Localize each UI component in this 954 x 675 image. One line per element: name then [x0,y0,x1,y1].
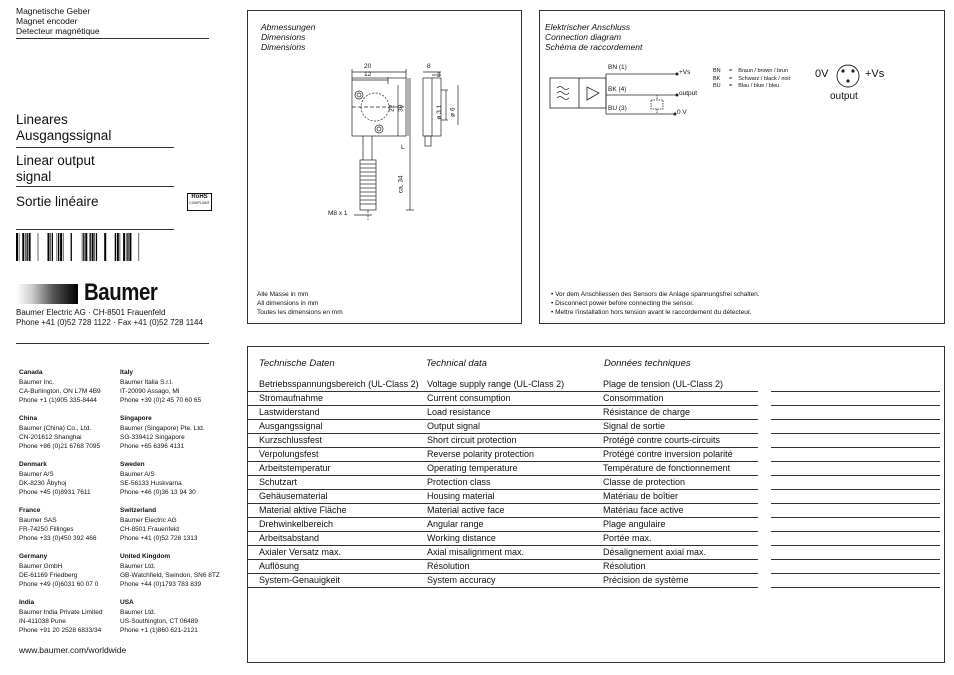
wire-output-label: output [679,90,698,97]
brand-address: Baumer Electric AG · CH-8501 Frauenfeld [16,308,166,317]
contact-line: Baumer A/S [120,470,155,478]
contact-line: Baumer SAS [19,516,57,524]
connection-panel [539,10,945,324]
contact-country: Sweden [120,461,145,468]
contact-singapore [120,415,235,451]
contact-country: Switzerland [120,507,157,514]
dim-6-label: ø 6 [449,107,457,117]
tech-header-de: Technische Daten [259,358,335,369]
legend-row [713,76,791,84]
tech-cell-de: Stromaufnahme [259,393,324,403]
legend-code: BN [713,68,721,74]
note-line: Toutes les dimensions en mm [257,309,343,316]
legend-row [713,68,791,76]
tech-cell-en: Voltage supply range (UL-Class 2) [427,379,565,389]
brand-phone: Phone +41 (0)52 728 1122 · Fax +41 (0)52 728 1144 [16,318,203,327]
warning-line: • Disconnect power before connecting the sensor. [551,300,694,307]
tech-row [248,490,943,504]
tech-cell-fr: Plage de tension (UL-Class 2) [603,379,724,389]
tech-cell-en: Output signal [427,421,481,431]
tech-cell-de: Drehwinkelbereich [259,519,334,529]
tech-cell-de: Schutzart [259,477,298,487]
tech-cell-de: Kurzschlussfest [259,435,323,445]
tech-data-table [248,347,943,657]
tech-cell-en: Load resistance [427,407,491,417]
contact-line: Phone +44 (0)1793 783 839 [120,580,202,588]
contact-line: Phone +33 (0)450 392 466 [19,534,97,542]
wire-bn-label: BN (1) [608,64,627,71]
dim-8-label: 8 [427,63,431,70]
legend-text: Braun / brown / brun [738,68,789,74]
rohs-sub: COMPLIANT [189,201,210,205]
pin-vs-label: +Vs [865,68,885,80]
dim-22-label: 22 [388,104,396,112]
contact-line: Phone +41 (0)52 728 1313 [120,534,198,542]
connection-heading-de: Elektrischer Anschluss [545,22,631,32]
tech-cell-fr: Précision de système [603,575,689,585]
connection-heading [545,22,642,52]
dim-ca34-label: ca. 34 [397,175,405,194]
contact-line: GB-Watchfield, Swindon, SN6 8TZ [120,571,220,579]
wire-bu-label: BU (3) [608,105,627,112]
title-en-line2: signal [16,169,52,184]
dim-3-label: 3 [437,72,441,79]
contact-country: Italy [120,369,134,376]
tech-cell-de: Gehäusematerial [259,491,328,501]
product-type-fr: Detecteur magnétique [16,26,100,36]
divider [16,147,174,148]
dim-12-label: 12 [364,71,372,78]
contact-line: Baumer India Private Limited [19,608,103,616]
dimensions-heading-de: Abmessungen [261,22,316,32]
contact-country: USA [120,599,134,606]
tech-row [248,560,943,574]
wire-0v-label: 0 V [677,109,687,116]
tech-cell-en: System accuracy [427,575,496,585]
tech-row [248,518,943,532]
contact-line: US-Southington, CT 06489 [120,617,198,625]
contact-china [19,415,119,451]
tech-cell-en: Operating temperature [427,463,518,473]
contact-germany [19,553,119,589]
tech-cell-en: Working distance [427,533,496,543]
divider [16,38,209,39]
tech-cell-fr: Matériau de boîtier [603,491,679,501]
tech-row [248,462,943,476]
website-link[interactable]: www.baumer.com/worldwide [19,645,127,655]
tech-cell-en: Reverse polarity protection [427,449,535,459]
product-type-de: Magnetische Geber [16,6,91,16]
contact-country: Denmark [19,461,47,468]
contact-country: Canada [19,369,43,376]
connection-warnings [551,290,760,317]
tech-cell-de: Axialer Versatz max. [259,547,342,557]
tech-cell-de: Betriebsspannungsbereich (UL-Class 2) [259,379,419,389]
contact-line: Baumer Ltd. [120,608,156,616]
divider [16,186,174,187]
dimensions-heading-fr: Dimensions [261,42,306,52]
tech-cell-de: Material aktive Fläche [259,505,347,515]
title-de-line2: Ausgangssignal [16,128,112,143]
tech-cell-de: Verpolungsfest [259,449,319,459]
contact-line: Phone +45 (0)8931 7611 [19,488,91,496]
dim-30-label: 30 [397,104,405,112]
legend-code: BK [713,75,721,82]
tech-cell-fr: Protégé contre courts-circuits [603,435,721,445]
tech-row [248,434,943,448]
contact-country: India [19,599,35,606]
contact-line: CA-Burlington, ON L7M 4B9 [19,387,101,395]
tech-cell-fr: Résolution [603,561,646,571]
tech-cell-en: Current consumption [427,393,511,403]
title-en-line1: Linear output [16,153,95,168]
tech-cell-de: Ausgangssignal [259,421,323,431]
tech-cell-fr: Signal de sortie [603,421,666,431]
contact-united-kingdom [120,553,235,589]
contact-line: SG-339412 Singapore [120,433,185,441]
tech-cell-en: Résolution [427,561,470,571]
tech-cell-en: Angular range [427,519,484,529]
pin-output-label: output [830,91,858,102]
product-type-en: Magnet encoder [16,16,78,26]
tech-row [248,378,943,392]
tech-cell-fr: Protégé contre inversion polarité [603,449,733,459]
contact-line: SE-56133 Huskvarna [120,479,182,487]
contact-switzerland [120,507,235,543]
contact-denmark [19,461,119,497]
note-line: All dimensions in mm [257,300,319,307]
wire-bk-label: BK (4) [608,86,627,93]
tech-header-en: Technical data [426,358,487,369]
value-rule [771,587,940,588]
contact-line: Baumer Italia S.r.l. [120,378,174,386]
tech-cell-fr: Résistance de charge [603,407,691,417]
contact-line: Phone +49 (0)6031 60 07 0 [19,580,99,588]
contact-sweden [120,461,235,497]
tech-cell-fr: Classe de protection [603,477,686,487]
title-de-line1: Lineares [16,112,68,127]
tech-cell-en: Housing material [427,491,495,501]
contact-line: FR-74250 Fillinges [19,525,74,533]
contact-country: Germany [19,553,48,560]
title-fr: Sortie linéaire [16,194,99,209]
legend-code: BU [713,83,721,89]
contact-country: China [19,415,38,422]
tech-cell-de: Arbeitsabstand [259,533,320,543]
contact-line: DE-61169 Friedberg [19,571,78,579]
tech-row [248,476,943,490]
legend-eq: = [729,75,733,82]
dim-31-label: ø 3.1 [436,104,444,120]
tech-row [248,392,943,406]
contact-italy [120,369,235,405]
contact-france [19,507,119,543]
tech-row [248,532,943,546]
tech-cell-en: Axial misalignment max. [427,547,525,557]
tech-cell-fr: Consommation [603,393,664,403]
dimensions-note [257,290,343,317]
contact-line: Phone +39 (0)2 45 70 60 65 [120,396,202,404]
tech-cell-fr: Matériau face active [603,505,684,515]
dimensions-heading [261,22,315,52]
tech-cell-fr: Désalignement axial max. [603,547,707,557]
tech-cell-de: Lastwiderstand [259,407,320,417]
dim-20-label: 20 [364,63,372,70]
pin-0v-label: 0V [815,68,829,80]
tech-cell-fr: Température de fonctionnement [603,463,731,473]
contact-india [19,599,119,635]
tech-row [248,504,943,518]
logo-gradient [16,284,78,304]
connector-pinout-icon [835,62,861,90]
tech-cell-fr: Plage angulaire [603,519,666,529]
contact-line: IN-411038 Pune [19,617,66,625]
row-rule [248,587,758,588]
product-type [16,6,100,36]
legend-eq: = [729,68,733,74]
contact-line: Phone +91 20 2528 6833/34 [19,626,102,634]
contact-country: France [19,507,41,514]
contact-line: IT-20090 Assago, MI [120,387,180,395]
tech-row [248,546,943,560]
contact-line: Baumer A/S [19,470,54,478]
contact-country: Singapore [120,415,152,422]
contact-line: Phone +86 (0)21 6768 7095 [19,442,101,450]
connection-heading-en: Connection diagram [545,32,622,42]
divider [16,343,209,344]
contact-country: United Kingdom [120,553,171,560]
dimension-drawing [248,60,520,225]
contact-line: Phone +65 6396 4131 [120,442,185,450]
tech-row [248,448,943,462]
dimensions-heading-en: Dimensions [261,32,306,42]
contact-line: Phone +1 (1)860 621-2121 [120,626,198,634]
title-en [16,153,95,185]
contact-line: Phone +1 (1)905 335-8444 [19,396,97,404]
dim-m8-label: M8 x 1 [328,210,348,217]
contact-line: DK-8230 Åbyhoj [19,479,67,487]
wire-vs-label: +Vs [679,69,691,76]
contact-line: Baumer Inc. [19,378,55,386]
tech-row [248,574,943,588]
contact-line: Baumer Electric AG [120,516,177,524]
warning-line: • Mettre l'installation hors tension avant le raccordement du détecteur. [551,309,752,316]
contact-line: Baumer GmbH [19,562,63,570]
tech-cell-de: Arbeitstemperatur [259,463,331,473]
legend-text: Schwarz / black / noir [738,75,791,82]
brand-logo-text: Baumer [84,279,158,306]
contact-usa [120,599,235,635]
tech-row [248,420,943,434]
tech-cell-en: Material active face [427,505,505,515]
brand-address-block [16,308,203,328]
contact-line: Baumer Ltd. [120,562,156,570]
color-legend [713,68,791,91]
contact-line: Phone +46 (0)36 13 94 30 [120,488,196,496]
dim-L-label: L [401,144,405,151]
divider [16,229,174,230]
tech-cell-de: System-Genauigkeit [259,575,341,585]
note-line: Alle Masse in mm [257,291,309,298]
warning-line: • Vor dem Anschliessen des Sensors die Anlage spannungsfrei schalten. [551,291,760,298]
contact-line: CH-8501 Frauenfeld [120,525,179,533]
tech-header-fr: Données techniques [604,358,691,369]
tech-row [248,406,943,420]
connection-heading-fr: Schéma de raccordement [545,42,643,52]
contact-line: Baumer (Singapore) Pte. Ltd. [120,424,205,432]
legend-eq: = [729,83,733,89]
contact-canada [19,369,119,405]
tech-cell-en: Short circuit protection [427,435,517,445]
contact-line: Baumer (China) Co., Ltd. [19,424,92,432]
rohs-label: RoHS [191,194,208,200]
contact-line: CN-201612 Shanghai [19,433,82,441]
legend-row [713,83,791,91]
tech-cell-en: Protection class [427,477,491,487]
barcode [16,233,146,261]
legend-text: Blau / blue / bleu [738,83,780,89]
rohs-badge [187,193,212,211]
title-de [16,112,111,144]
tech-cell-de: Auflösung [259,561,300,571]
tech-cell-fr: Portée max. [603,533,652,543]
